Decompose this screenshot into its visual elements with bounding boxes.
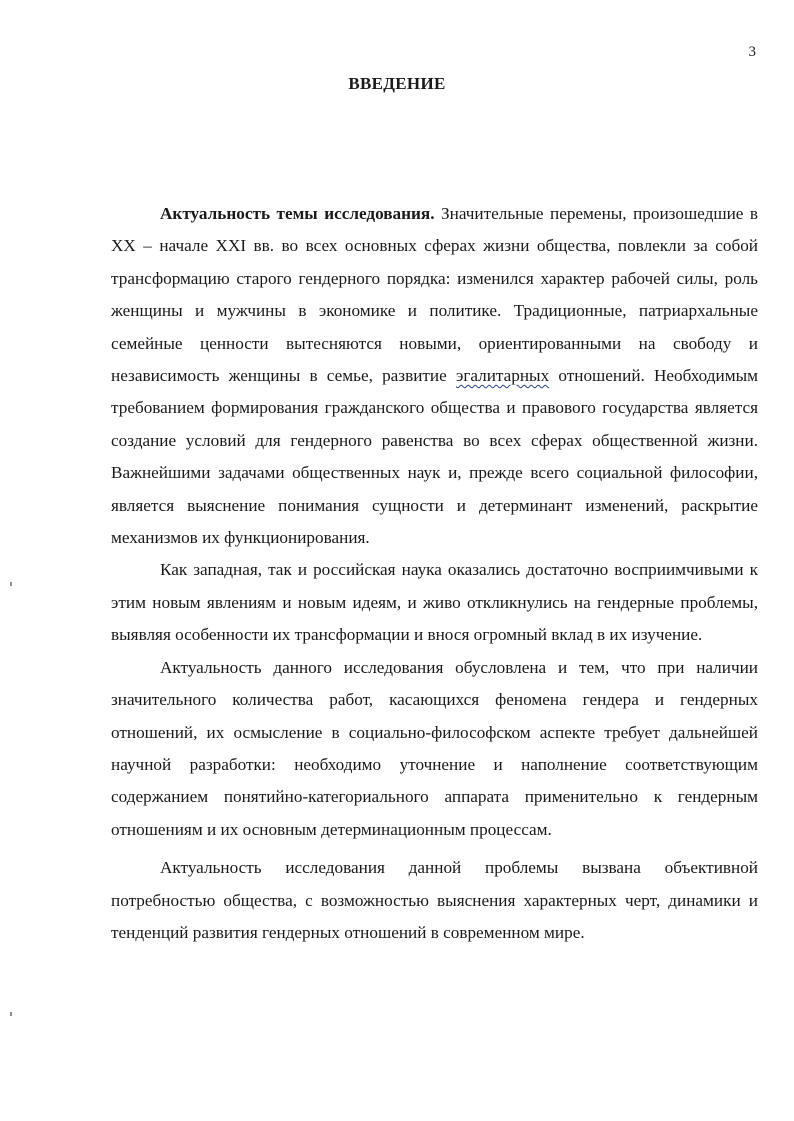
page-title: ВВЕДЕНИЕ	[348, 74, 446, 93]
paragraph-relevance	[111, 198, 758, 554]
paragraph: Как западная, так и российская наука оказались достаточно восприимчивыми к этим новым явлениям и новым идеям, и живо откликнулись на гендерные проблемы, выявляя особенности их трансформации и внося огромный вклад в их изучение.	[111, 560, 758, 645]
paragraph: Актуальность исследования данной проблемы вызвана объективной потребностью общества, с возможностью выяснения характерных черт, динамики и тенденций развития гендерных отношений в современном мире.	[111, 858, 758, 942]
paragraph: Актуальность данного исследования обусловлена и тем, что при наличии значительного количества работ, касающихся феномена гендера и гендерных отношений, их осмысление в социально-философском аспекте требует дальнейшей научной разработки: необходимо уточнение и наполнение соответствующим содержанием понятийно-категориального аппарата применительно к гендерным отношениям и их основным детерминационным процессам.	[111, 657, 758, 839]
paragraph-lead: Актуальность темы исследования.	[160, 204, 435, 223]
scan-speck	[10, 1012, 12, 1016]
page-number: 3	[748, 44, 756, 60]
spellcheck-marked-word: эгалитарных	[455, 366, 550, 386]
paragraph-text: Значительные перемены, произошедшие в XX – начале XXI вв. во всех основных сферах жизни общества, повлекли за собой трансформацию старого гендерного порядка: изменился характер рабочей силы, роль женщины и мужчины в экономике и политике. Традиционные, патриархальные семейные ценности вытесняются новыми, ориентированными на свободу и независимость женщины в семье, развитие	[111, 204, 758, 386]
document-body	[111, 198, 758, 949]
scan-speck	[10, 582, 12, 586]
paragraph-text: отношений. Необходимым требованием формирования гражданского общества и правового государства является создание условий для гендерного равенства во всех сферах общественной жизни. Важнейшими задачами общественных наук и, прежде всего социальной философии, является выяснение понимания сущности и детерминант изменений, раскрытие механизмов их функционирования.	[111, 366, 758, 548]
